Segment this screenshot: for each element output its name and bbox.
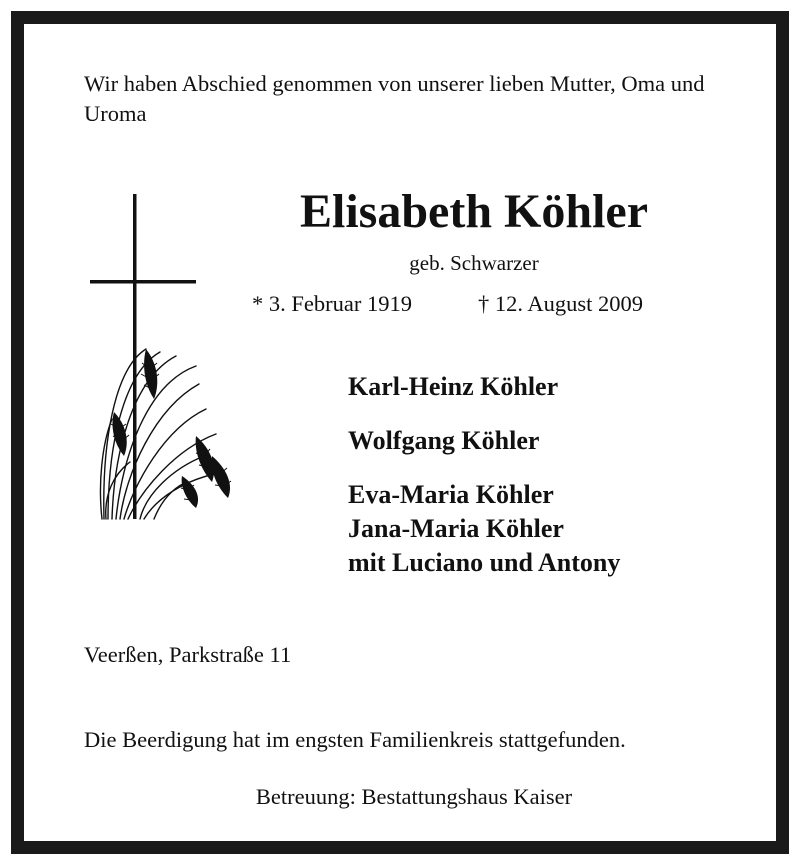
funeral-home-note: Betreuung: Bestattungshaus Kaiser [255, 784, 573, 809]
birth-date: * 3. Februar 1919 [252, 291, 412, 316]
mourner-name: mit Luciano und Antony [348, 548, 621, 577]
deceased-name: Elisabeth Köhler [299, 185, 649, 238]
maiden-name: geb. Schwarzer [409, 251, 539, 275]
intro-text: Wir haben Abschied genommen von unserer lieben Mutter, Oma und Uroma [84, 71, 705, 126]
mourner-name: Karl-Heinz Köhler [348, 372, 559, 401]
obituary-notice [11, 11, 789, 854]
mourner-name: Jana-Maria Köhler [348, 514, 564, 543]
mourner-name: Eva-Maria Köhler [348, 480, 554, 509]
family-address: Veerßen, Parkstraße 11 [84, 642, 292, 667]
cross-with-wheat-icon [84, 194, 244, 524]
funeral-note: Die Beerdigung hat im engsten Familienkreis stattgefunden. [84, 727, 626, 752]
death-date: † 12. August 2009 [478, 291, 644, 316]
mourner-name: Wolfgang Köhler [348, 426, 540, 455]
